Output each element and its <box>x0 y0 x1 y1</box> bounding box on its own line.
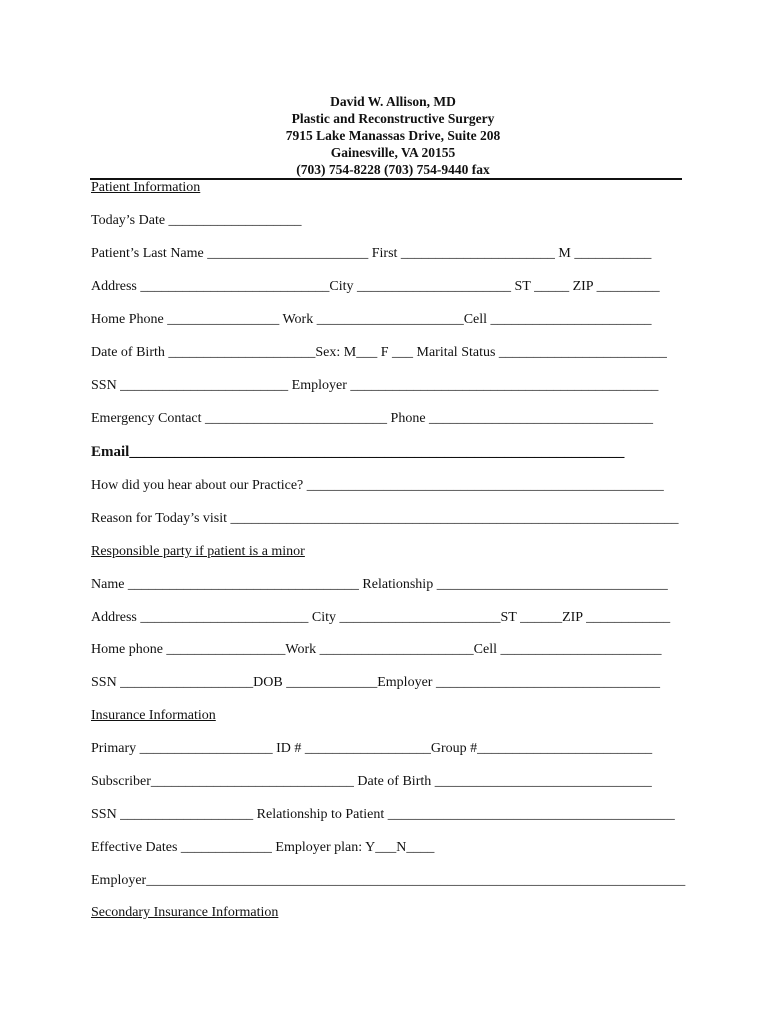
field-patient-address[interactable]: Address ___________________________City ______________________ ST _____ ZIP _________ <box>91 279 660 294</box>
field-insurance-primary[interactable]: Primary ___________________ ID # __________________Group #_________________________ <box>91 741 653 756</box>
practice-header <box>0 93 770 178</box>
field-patient-phones[interactable]: Home Phone ________________ Work _____________________Cell _______________________ <box>91 312 652 327</box>
field-responsible-name[interactable]: Name _________________________________ Relationship _________________________________ <box>91 577 668 592</box>
section-title-patient-information: Patient Information <box>91 180 201 195</box>
doctor-name: David W. Allison, MD <box>330 94 456 109</box>
section-title-secondary-insurance: Secondary Insurance Information <box>91 905 279 920</box>
field-dob-sex-marital[interactable]: Date of Birth _____________________Sex: M___ F ___ Marital Status ________________________ <box>91 345 667 360</box>
field-todays-date[interactable]: Today’s Date ___________________ <box>91 213 302 228</box>
field-ssn-employer[interactable]: SSN ________________________ Employer ____________________________________________ <box>91 378 659 393</box>
field-insurance-ssn-relationship[interactable]: SSN ___________________ Relationship to Patient _________________________________________ <box>91 807 675 822</box>
field-insurance-employer[interactable]: Employer_____________________________________________________________________________ <box>91 873 686 888</box>
field-responsible-address[interactable]: Address ________________________ City _______________________ST ______ZIP ____________ <box>91 610 671 625</box>
field-responsible-phones[interactable]: Home phone _________________Work ______________________Cell _______________________ <box>91 642 662 657</box>
field-patient-name[interactable]: Patient’s Last Name _______________________ First ______________________ M ___________ <box>91 246 652 261</box>
field-responsible-ssn-dob-employer[interactable]: SSN ___________________DOB _____________Employer ________________________________ <box>91 675 660 690</box>
section-title-insurance-information: Insurance Information <box>91 708 216 723</box>
field-emergency-contact[interactable]: Emergency Contact __________________________ Phone ________________________________ <box>91 411 654 426</box>
section-title-responsible-party: Responsible party if patient is a minor <box>91 544 305 559</box>
field-email[interactable]: Email__________________________________________________________________ <box>91 444 625 460</box>
field-insurance-effective-dates[interactable]: Effective Dates _____________ Employer plan: Y___N____ <box>91 840 435 855</box>
practice-address: 7915 Lake Manassas Drive, Suite 208 <box>285 128 501 143</box>
practice-city: Gainesville, VA 20155 <box>330 145 456 160</box>
field-referral-source[interactable]: How did you hear about our Practice? ___________________________________________________ <box>91 478 664 493</box>
practice-phone-fax: (703) 754-8228 (703) 754-9440 fax <box>296 162 490 177</box>
field-insurance-subscriber[interactable]: Subscriber_____________________________ Date of Birth _______________________________ <box>91 774 652 789</box>
field-visit-reason[interactable]: Reason for Today’s visit ________________________________________________________________ <box>91 511 679 526</box>
practice-specialty: Plastic and Reconstructive Surgery <box>291 111 495 126</box>
